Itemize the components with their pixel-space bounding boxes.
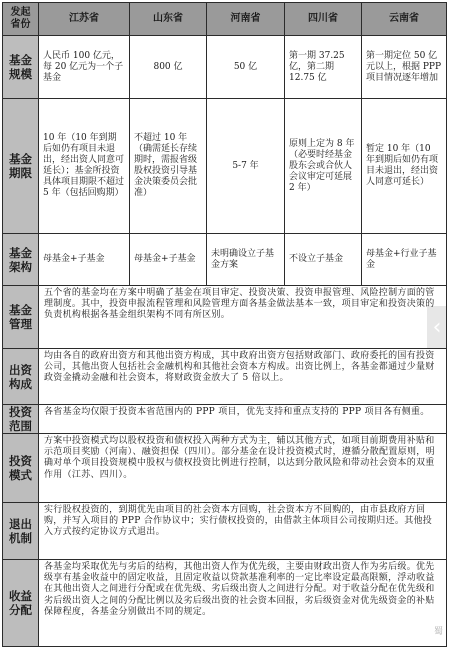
province-header-yunnan: 云南省 (361, 2, 447, 36)
fund-structure-henan: 未明确设立子基金方案 (206, 233, 285, 286)
row-label-investment-scope: 投资 范围 (2, 404, 39, 434)
row-label-investment-mode: 投资 模式 (2, 433, 39, 503)
exit-mechanism-text: 实行股权投资的，到期优先由项目的社会资本方回购，社会资本方不回购的，由市县政府方回购，并写入项目的 PPP 合作协议中；实行债权投资的，由借款主体项目公司按期归还。其他投入方式按约定协议方式退出。 (38, 502, 447, 560)
watermark-logo: 蜀 (433, 627, 443, 637)
corner-header: 发起 省份 (2, 2, 39, 36)
next-page-arrow-icon[interactable]: ‹ (427, 306, 447, 348)
profit-distribution-text: 各基金均采取优先与劣后的结构，其他出资人作为优先级，主要由财政出资人作为劣后级。优先级享有基金收益中的固定收益，且固定收益以贷款基准利率的一定比率设定最高限额，浮动收益在其他出资人之间进行分配或在优先级、劣后级出资人之间进行分配。对于收益分配在优先级和劣后级出资人之间的分配比例以及劣后级出资的社会资本回报，劣后级资金对优先级资金的补贴保障程度，各基金分别做出不同的规定。 (38, 559, 447, 647)
fund-term-henan: 5-7 年 (206, 98, 285, 234)
row-label-fund-size: 基金 规模 (2, 35, 39, 99)
fund-structure-sichuan: 不设立子基金 (284, 233, 362, 286)
capital-composition-text: 均由各自的政府出资方和其他出资方构成，其中政府出资方包括财政部门、政府委托的国有投资公司，其他出资人包括社会金融机构和其他社会资本方构成。出资比例上，各基金都通过少量财政资金撬动金融和社会资本，将财政资金放大了 5 倍以上。 (38, 348, 447, 405)
row-label-fund-term: 基金 期限 (2, 98, 39, 234)
investment-scope-text: 各省基金均仅限于投资本省范围内的 PPP 项目，优先支持和重点支持的 PPP 项目各有侧重。 (38, 404, 447, 434)
fund-size-sichuan: 第一期 37.25 亿，第二期 12.75 亿 (284, 35, 362, 99)
province-header-sichuan: 四川省 (284, 2, 362, 36)
row-label-exit-mechanism: 退出 机制 (2, 502, 39, 560)
fund-term-jiangsu: 10 年（10 年到期后如仍有项目未退出，经出资人同意可延长）；基金所投资具体项目期限不超过 5 年（包括回购期） (38, 98, 130, 234)
fund-term-sichuan: 原则上定为 8 年（必要时经基金股东会或合伙人会议审定可延展 2 年） (284, 98, 362, 234)
row-label-capital-composition: 出资 构成 (2, 348, 39, 405)
row-label-profit-distribution: 收益 分配 (2, 559, 39, 647)
fund-structure-yunnan: 母基金+行业子基金 (361, 233, 447, 286)
fund-management-text: 五个省的基金均在方案中明确了基金在项目审定、投资决策、投资申报管理、风险控制方面的管理制度。其中，投资申报流程管理和风险管理方面各基金做法基本一致，项目审定和投资决策的负责机构根据各基金组织架构不同有所区别。 (38, 285, 447, 349)
province-header-shandong: 山东省 (129, 2, 207, 36)
province-header-henan: 河南省 (206, 2, 285, 36)
province-header-jiangsu: 江苏省 (38, 2, 130, 36)
fund-size-jiangsu: 人民币 100 亿元，每 20 亿元为一个子基金 (38, 35, 130, 99)
row-label-fund-structure: 基金 架构 (2, 233, 39, 286)
fund-size-shandong: 800 亿 (129, 35, 207, 99)
fund-size-henan: 50 亿 (206, 35, 285, 99)
fund-structure-jiangsu: 母基金+子基金 (38, 233, 130, 286)
row-label-fund-management: 基金 管理 (2, 285, 39, 349)
investment-mode-text: 方案中投资模式均以股权投资和债权投入两种方式为主，辅以其他方式，如项目前期费用补贴和示范项目奖励（河南）、融资担保（四川）。部分基金在设计投资模式时，遵循分散配置原则，明确对单个项目投资规模中股权与债权投资比例进行控制，以达到分散风险和带动社会资本的双重作用（江苏、四川）。 (38, 433, 447, 503)
fund-term-shandong: 不超过 10 年（确需延长存续期时，需报省级股权投资引导基金决策委员会批准） (129, 98, 207, 234)
fund-structure-shandong: 母基金+子基金 (129, 233, 207, 286)
fund-size-yunnan: 第一期定位 50 亿元以上，根据 PPP 项目情况逐年增加 (361, 35, 447, 99)
fund-term-yunnan: 暂定 10 年（10 年到期后如仍有项目未退出，经出资人同意可延长） (361, 98, 447, 234)
